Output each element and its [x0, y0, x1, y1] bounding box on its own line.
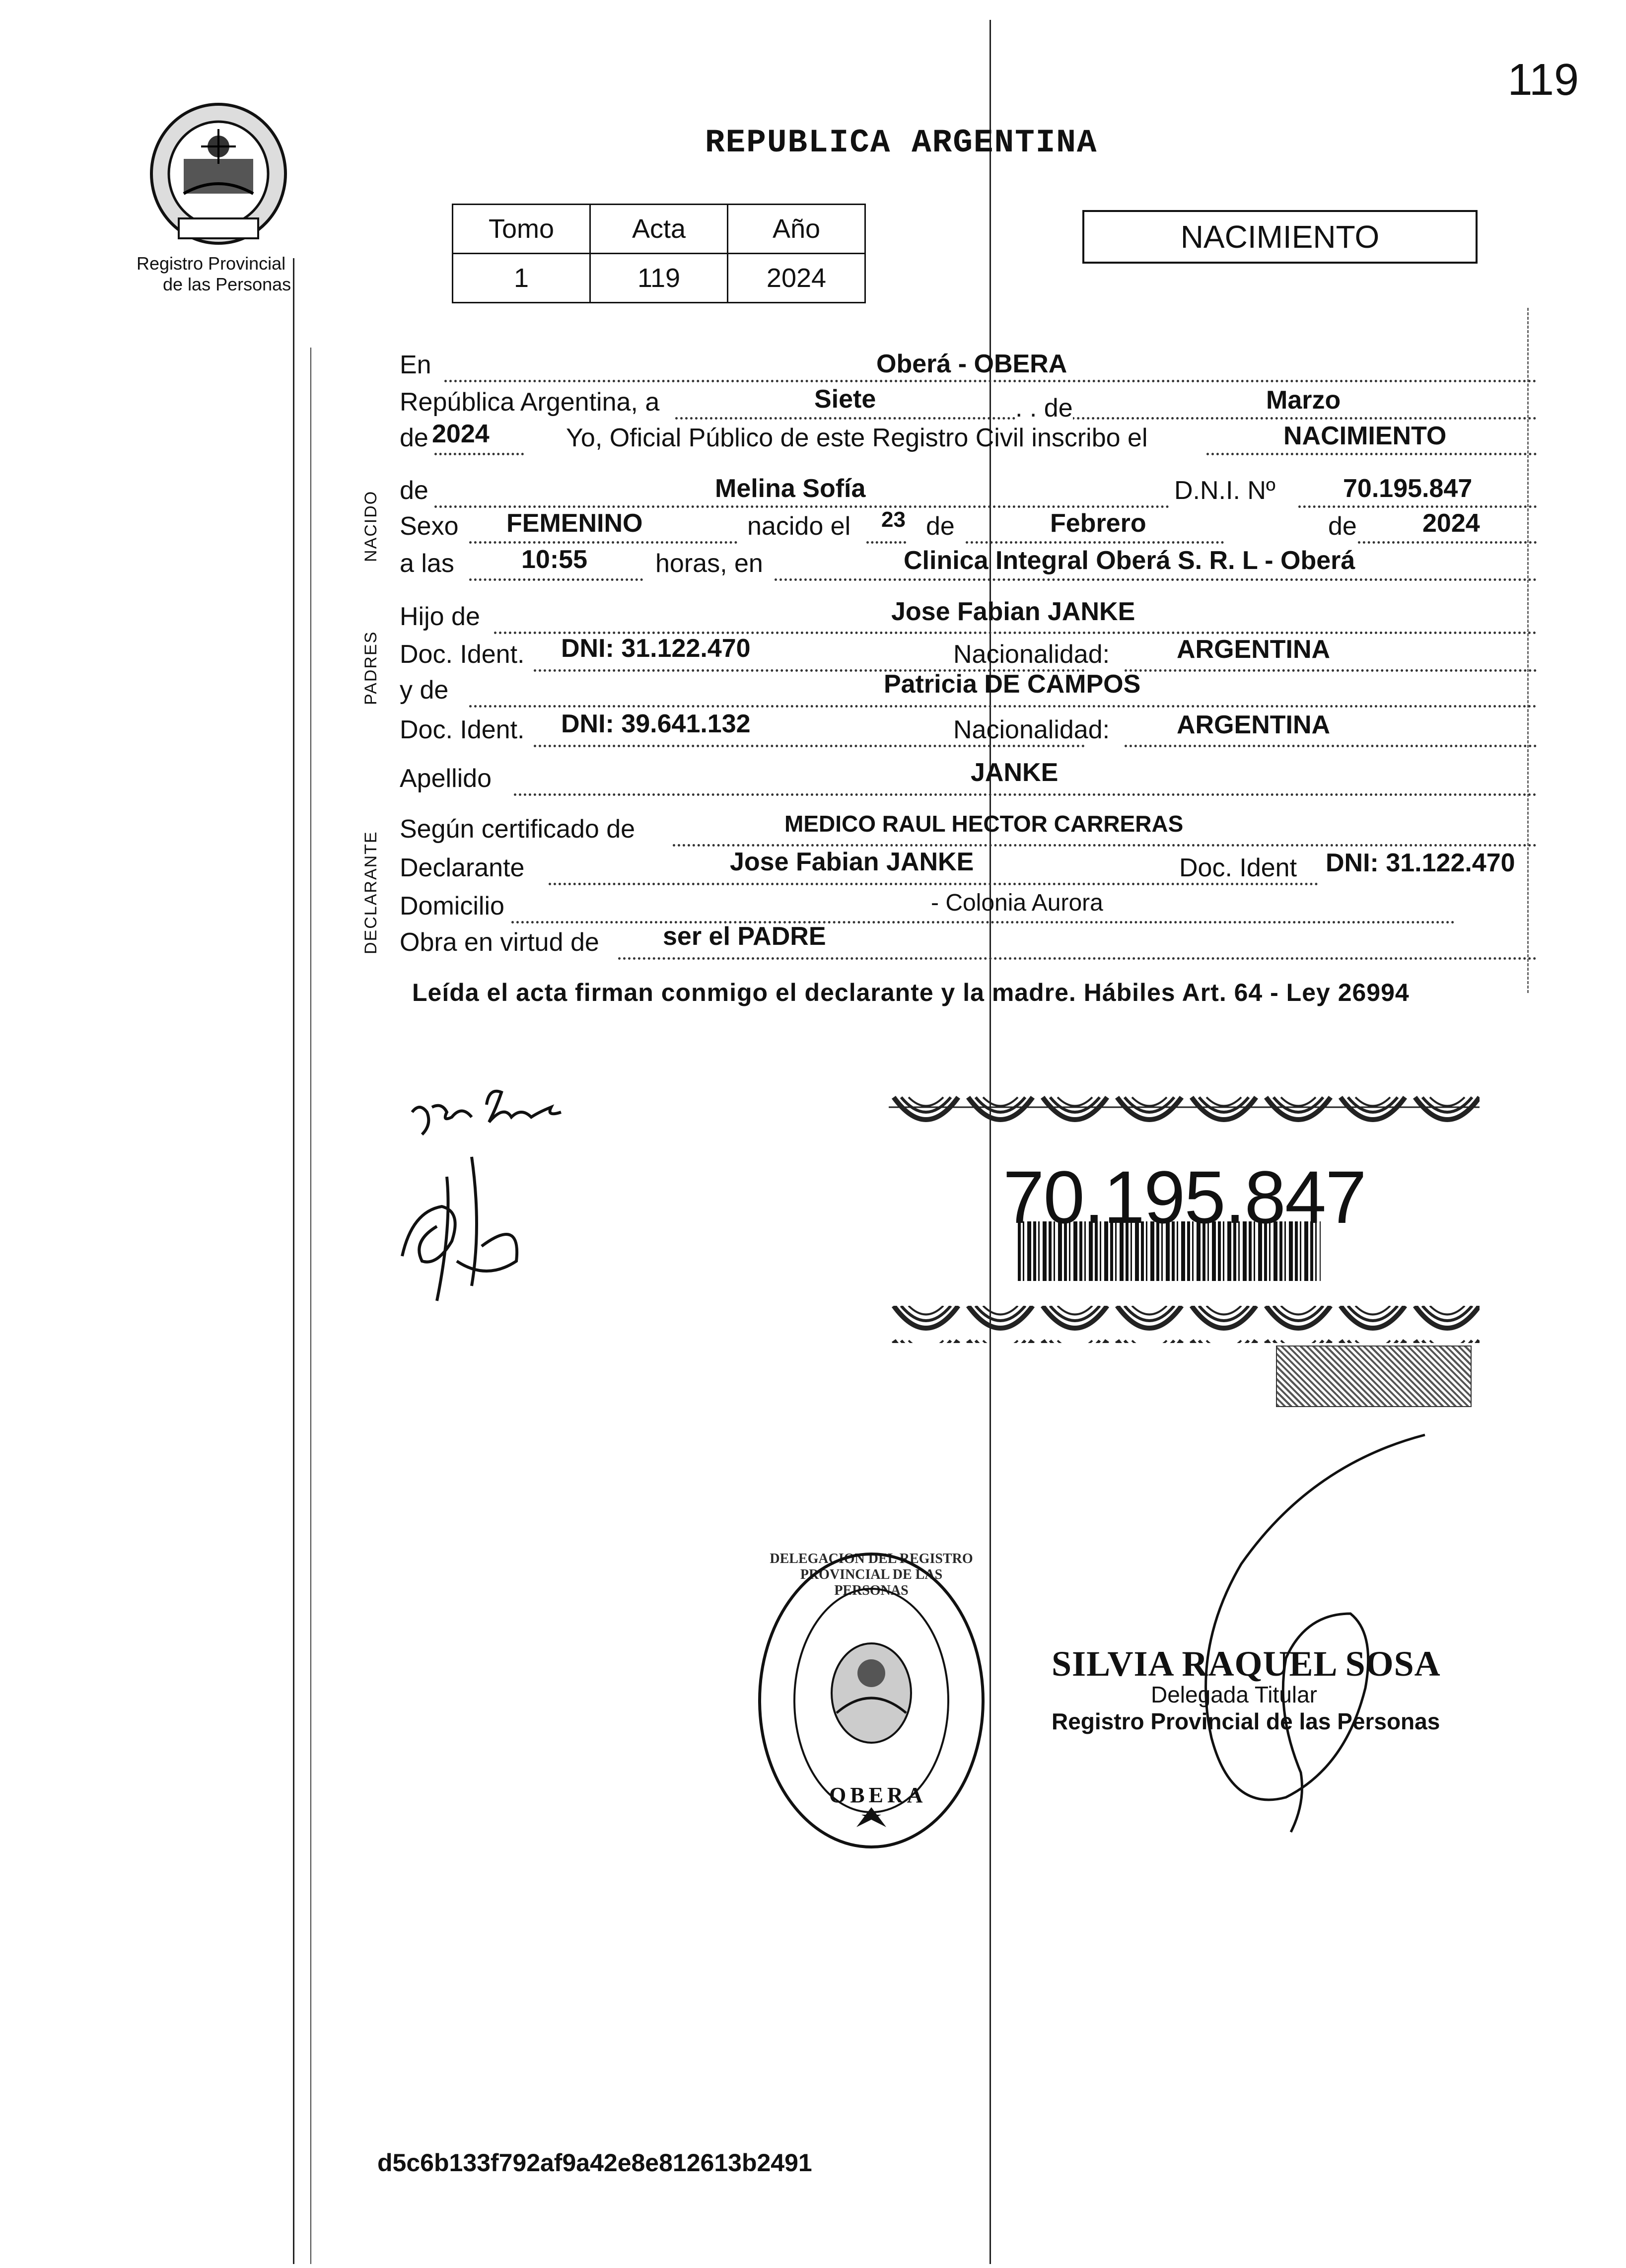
value-father-doc: DNI: 31.122.470 — [561, 634, 751, 663]
value-capacity: ser el PADRE — [663, 922, 826, 951]
label-docident-declarant: Doc. Ident — [1179, 853, 1297, 882]
scan-line-left-inner — [310, 348, 311, 2264]
row-date — [400, 385, 1537, 423]
value-tomo: 1 — [453, 254, 590, 303]
label-alas: a las — [400, 549, 454, 578]
label-segun: Según certificado de — [400, 815, 636, 844]
document-hash: d5c6b133f792af9a42e8e812613b2491 — [377, 2149, 812, 2177]
value-year: 2024 — [432, 420, 490, 448]
label-horas: horas, en — [655, 549, 763, 578]
label-nacionalidad-father: Nacionalidad: — [953, 640, 1110, 669]
section-declarante: DECLARANTE — [361, 831, 380, 954]
value-day: Siete — [814, 385, 876, 414]
official-office: Registro Provincial de las Personas — [1052, 1708, 1440, 1734]
section-nacido: NACIDO — [361, 490, 380, 562]
label-dni: D.N.I. Nº — [1174, 476, 1275, 505]
row-certificate — [400, 811, 1537, 846]
label-de3: de — [400, 476, 428, 505]
header-tomo: Tomo — [453, 205, 590, 254]
label-docident-mother: Doc. Ident. — [400, 715, 525, 744]
label-sexo: Sexo — [400, 512, 459, 541]
seal-ring-text: DELEGACION DEL REGISTRO PROVINCIAL DE LAS PERSONAS — [770, 1551, 973, 1598]
value-place: Oberá - OBERA — [876, 350, 1067, 378]
label-en: En — [400, 351, 431, 379]
value-sex: FEMENINO — [506, 509, 643, 538]
scan-line-left — [293, 258, 294, 2264]
label-de: . . de — [1015, 394, 1073, 423]
label-hijo: Hijo de — [400, 602, 480, 631]
label-nacionalidad-mother: Nacionalidad: — [953, 715, 1110, 744]
label-inscribo: Yo, Oficial Público de este Registro Civil inscribo el — [566, 424, 1148, 452]
label-de4: de — [926, 512, 955, 541]
logo-caption-line2: de las Personas — [163, 274, 291, 294]
province-emblem-icon — [144, 99, 303, 248]
row-address — [400, 891, 1537, 923]
label-declarante: Declarante — [400, 853, 525, 882]
row-child — [400, 476, 1537, 507]
row-father-doc — [400, 634, 1537, 671]
row-time — [400, 545, 1537, 580]
label-nacido: nacido el — [747, 512, 851, 541]
header-acta: Acta — [590, 205, 728, 254]
value-mother: Patricia DE CAMPOS — [884, 670, 1141, 699]
row-place — [400, 350, 1537, 382]
label-domicilio: Domicilio — [400, 892, 504, 921]
row-sex — [400, 507, 1537, 543]
value-declarant: Jose Fabian JANKE — [730, 848, 974, 876]
row-year — [400, 420, 1537, 455]
row-mother-doc — [400, 709, 1537, 747]
label-obra: Obra en virtud de — [400, 928, 599, 957]
declarant-signature-icon — [402, 1077, 601, 1147]
value-birth-day: 23 — [881, 507, 906, 532]
row-mother — [400, 670, 1537, 707]
document-type-box: NACIMIENTO — [1082, 210, 1478, 264]
seal-city: OBERA — [829, 1783, 927, 1807]
header-anio: Año — [728, 205, 865, 254]
value-certificate: MEDICO RAUL HECTOR CARRERAS — [784, 811, 1184, 837]
value-anio: 2024 — [728, 254, 865, 303]
value-inscribo: NACIMIENTO — [1283, 422, 1447, 450]
document-title: REPUBLICA ARGENTINA — [705, 124, 1098, 161]
value-child-name: Melina Sofía — [715, 474, 866, 503]
official-seal — [755, 1549, 988, 1852]
value-address: - Colonia Aurora — [931, 890, 1103, 916]
value-father: Jose Fabian JANKE — [891, 597, 1135, 626]
page-number: 119 — [1507, 55, 1579, 105]
value-acta: 119 — [590, 254, 728, 303]
value-declarant-doc: DNI: 31.122.470 — [1326, 849, 1515, 877]
section-padres: PADRES — [361, 631, 380, 705]
value-child-dni: 70.195.847 — [1343, 474, 1473, 503]
register-table — [452, 204, 866, 303]
value-mother-nationality: ARGENTINA — [1177, 710, 1331, 739]
row-surname — [400, 758, 1537, 795]
closing-notes: Leída el acta firman conmigo el declarante y la madre. Hábiles Art. 64 - Ley 26994 — [412, 979, 1410, 1006]
label-republica: República Argentina, a — [400, 388, 660, 417]
label-de2: de — [400, 424, 428, 452]
label-de5: de — [1328, 512, 1357, 541]
row-father — [400, 597, 1537, 634]
value-birth-place: Clinica Integral Oberá S. R. L - Oberá — [904, 546, 1355, 575]
value-birth-year: 2024 — [1422, 509, 1480, 538]
value-birth-time: 10:55 — [521, 545, 587, 574]
value-father-nationality: ARGENTINA — [1177, 635, 1331, 664]
value-surname: JANKE — [971, 758, 1059, 787]
official-name: SILVIA RAQUEL SOSA — [1052, 1644, 1441, 1684]
label-apellido: Apellido — [400, 764, 492, 793]
dni-label-number: 70.195.847 — [1003, 1155, 1366, 1239]
row-declarant — [400, 848, 1537, 885]
row-capacity — [400, 922, 1537, 959]
province-logo — [137, 99, 303, 294]
label-docident-father: Doc. Ident. — [400, 640, 525, 669]
value-birth-month: Febrero — [1050, 509, 1146, 538]
label-yde: y de — [400, 676, 449, 705]
logo-caption-line1: Registro Provincial — [137, 253, 286, 274]
hologram-seal-icon — [1276, 1346, 1472, 1407]
value-mother-doc: DNI: 39.641.132 — [561, 709, 751, 738]
value-month: Marzo — [1266, 386, 1341, 415]
official-role: Delegada Titular — [1151, 1682, 1317, 1707]
mother-signature-icon — [382, 1147, 531, 1316]
